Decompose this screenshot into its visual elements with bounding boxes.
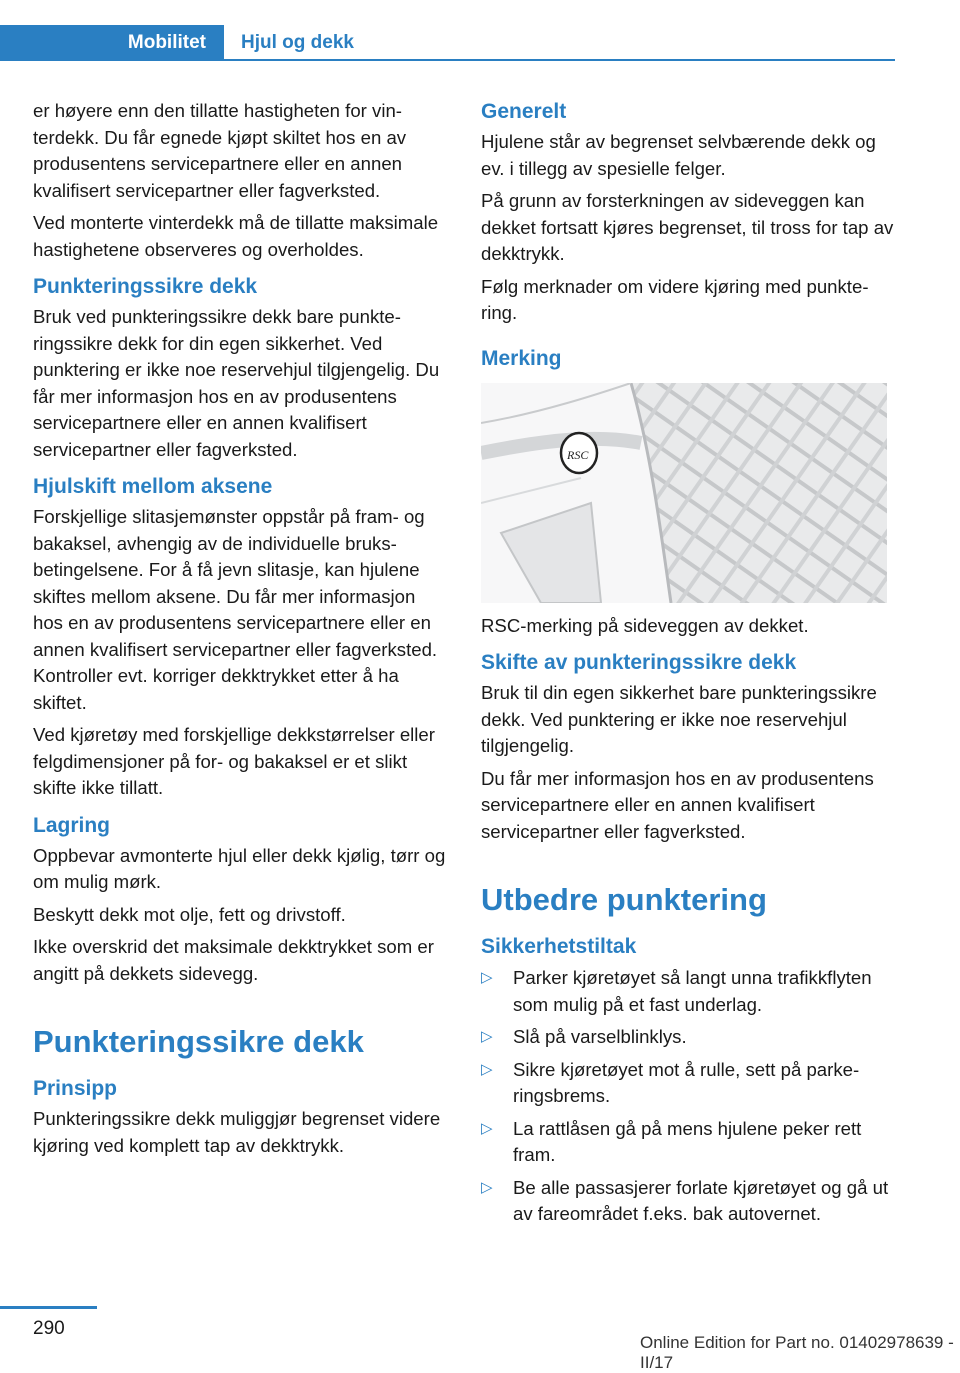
paragraph: Hjulene står av begrenset selvbærende dekk og ev. i tillegg av spesielle felger.: [481, 131, 876, 179]
section-heading-wheel-swap: Hjulskift mellom aksene: [33, 475, 273, 498]
section-heading-rsc: Punkteringssikre dekk: [33, 275, 258, 298]
triangle-bullet-icon: ▷: [481, 1060, 493, 1078]
paragraph: er høyere enn den tillatte hastigheten for vinterdekk. Du får egnede kjøpt skiltet hos en av produsentens servicepartnere eller en annen kvalifisert servicepartner eller fagverksted.: [33, 100, 407, 201]
section-heading-change-rsc: Skifte av punkteringssikre dekk: [481, 651, 797, 674]
right-column: [481, 98, 896, 1234]
paragraph: Følg merknader om videre kjøring med punktering.: [481, 275, 869, 323]
paragraph: Ved monterte vinterdekk må de tillatte maksimale hastighetene observeres og overholdes.: [33, 212, 439, 260]
figure-caption: RSC-merking på sideveggen av dekket.: [481, 614, 809, 636]
triangle-bullet-icon: ▷: [481, 1028, 493, 1045]
triangle-bullet-icon: ▷: [481, 969, 493, 986]
safety-steps-list: [481, 965, 896, 1228]
list-item: [481, 1057, 896, 1110]
rsc-logo-text: RSC: [567, 447, 589, 462]
section-heading-marking: Merking: [481, 346, 562, 370]
header-rule: [224, 59, 895, 61]
list-item: [481, 1024, 896, 1051]
triangle-bullet-icon: ▷: [481, 1119, 493, 1137]
tab-hjul-og-dekk[interactable]: Hjul og dekk: [241, 32, 354, 53]
list-item-text: Sikre kjøretøyet mot å rulle, sett på parkeringsbrems.: [513, 1058, 860, 1106]
list-item-text: Be alle passasjerer forlate kjøretøyet og gå ut av fareområdet f.eks. bak autovernet.: [513, 1176, 889, 1224]
tire-illustration-svg: [481, 383, 887, 603]
edition-footer: Online Edition for Part no. 01402978639 - II/17: [640, 1333, 954, 1372]
list-item: [481, 1175, 896, 1228]
left-column: [33, 98, 448, 1165]
paragraph: Beskytt dekk mot olje, fett og drivstoff.: [33, 903, 346, 925]
paragraph: Du får mer informasjon hos en av produsentens servicepartnere eller en annen kvalifisert servicepartner eller fagverksted.: [481, 767, 874, 842]
paragraph: På grunn av forsterkningen av sideveggen kan dekket fortsatt kjøres begrenset, til tross for tap av dekktrykk.: [481, 190, 894, 264]
section-heading-safety: Sikkerhetstiltak: [481, 935, 637, 958]
paragraph: Oppbevar avmonterte hjul eller dekk kjølig, tørr og om mulig mørk.: [33, 844, 446, 892]
paragraph: Bruk til din egen sikkerhet bare punkteringssikre dekk. Ved punktering er ikke noe reservehjul tilgjengelig.: [481, 682, 877, 756]
section-heading-principle: Prinsipp: [33, 1077, 118, 1100]
list-item-text: Parker kjøretøyet så langt unna trafikkflyten som mulig på et fast underlag.: [513, 967, 872, 1015]
paragraph: Ved kjøretøy med forskjellige dekkstørrelser eller felgdimensjoner på for- og bakaksel er et slikt skifte ikke tillatt.: [33, 724, 435, 798]
section-heading-storage: Lagring: [33, 813, 110, 837]
page-number: 290: [33, 1318, 65, 1339]
list-item-text: La rattlåsen gå på mens hjulene peker rett fram.: [513, 1117, 862, 1165]
tab-mobilitet[interactable]: Mobilitet: [0, 25, 224, 61]
list-item: [481, 965, 896, 1018]
triangle-bullet-icon: ▷: [481, 1178, 493, 1196]
chapter-heading-repair: Utbedre punktering: [481, 882, 767, 917]
paragraph: Bruk ved punkteringssikre dekk bare punkteringssikre dekk for din egen sikkerhet. Ved punktering er ikke noe reservehjul tilgjengelig. Du får mer informasjon hos en av produsentens servicepartnere eller en annen kvalifisert servicepartner eller fagverksted.: [33, 306, 440, 460]
paragraph: Forskjellige slitasjemønster oppstår på fram- og bakaksel, avhengig av de individuelle bruksbetingelsene. For å få jevn slitasje, kan hjulene skiftes mellom aksene. Du får mer informasjon hos en av produsentens servicepartnere eller en annen kvalifisert servicepartner eller fagverksted. Kontroller evt. korriger dekktrykket etter å ha skiftet.: [33, 506, 438, 713]
section-heading-general: Generelt: [481, 100, 567, 123]
list-item-text: Slå på varselblinklys.: [513, 1026, 687, 1047]
page-number-rule: [0, 1306, 97, 1309]
paragraph: Ikke overskrid det maksimale dekktrykket som er angitt på dekkets sidevegg.: [33, 936, 434, 984]
tire-rsc-illustration: [481, 383, 887, 603]
header-tabbar: [0, 25, 895, 61]
chapter-heading-rsc: Punkteringssikre dekk: [33, 1024, 364, 1059]
list-item: [481, 1116, 896, 1169]
paragraph: Punkteringssikre dekk muliggjør begrenset videre kjøring ved komplett tap av dekktrykk.: [33, 1108, 441, 1156]
